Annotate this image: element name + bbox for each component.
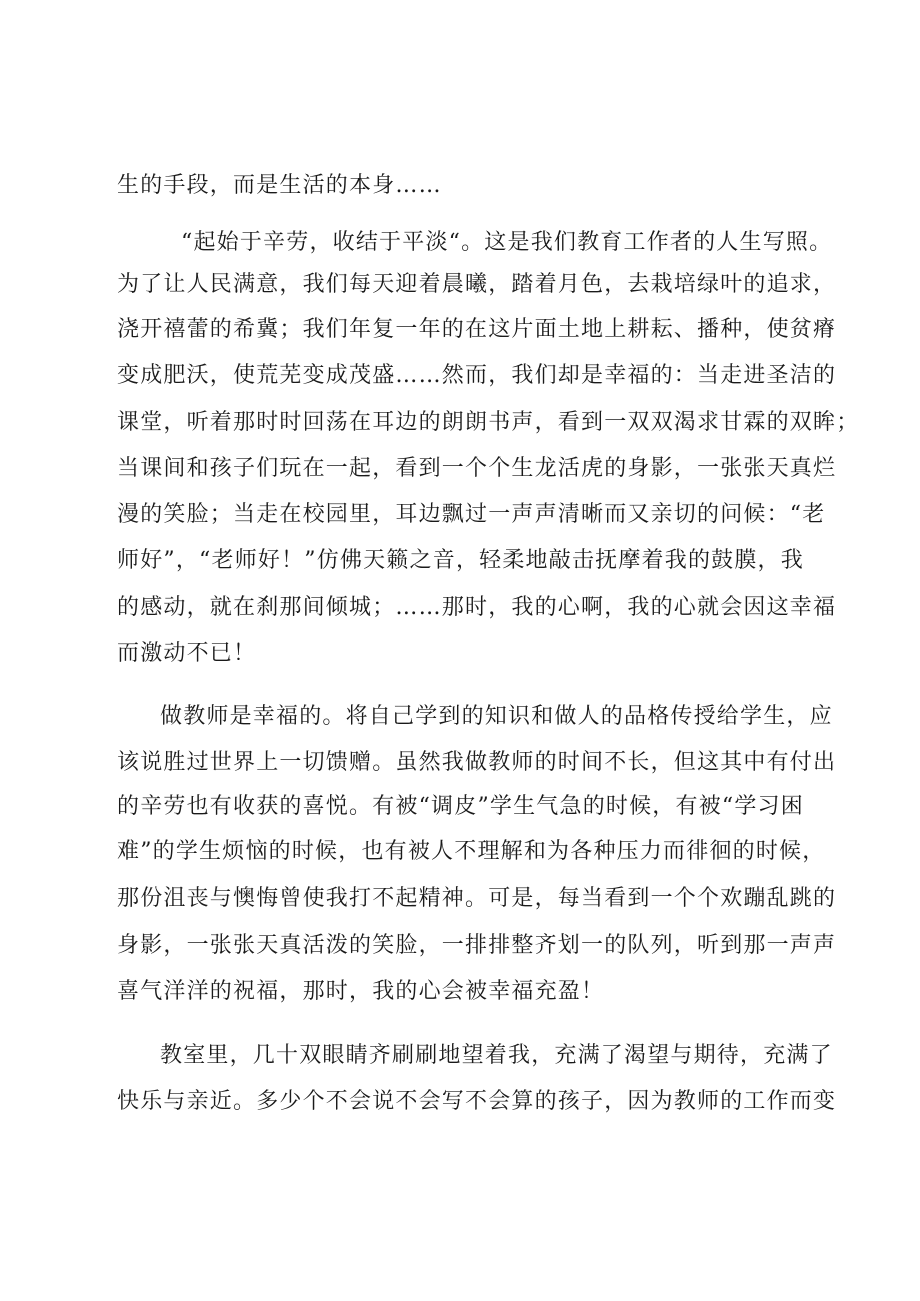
text-line: 难”的学生烦恼的时候，也有被人不理解和为各种压力而徘徊的时候， [117,839,826,864]
text-line: 喜气洋洋的祝福，那时，我的心会被幸福充盈！ [117,979,605,1004]
text-line: 师好”，“老师好！”仿佛天籁之音，轻柔地敲击抚摩着我的鼓膜，我 [117,548,804,573]
text-line: 漫的笑脸；当走在校园里，耳边飘过一声声清晰而又亲切的问候：“老 [117,502,826,527]
text-line: 做教师是幸福的。将自己学到的知识和做人的品格传授给学生，应 [160,704,833,729]
text-line: 该说胜过世界上一切馈赠。虽然我做教师的时间不长，但这其中有付出 [117,750,837,775]
text-line: 生的手段，而是生活的本身…… [117,173,442,198]
text-line: “起始于辛劳，收结于平淡“。这是我们教育工作者的人生写照。 [181,230,833,255]
text-line: 的感动，就在刹那间倾城；……那时，我的心啊，我的心就会因这幸福 [117,595,837,620]
text-line: 的辛劳也有收获的喜悦。有被“调皮”学生气急的时候，有被“学习困 [117,794,804,819]
text-line: 为了让人民满意，我们每天迎着晨曦，踏着月色，去栽培绿叶的追求， [117,272,837,297]
text-line: 教室里，几十双眼睛齐刷刷地望着我，充满了渴望与期待，充满了 [160,1043,833,1068]
text-line: 变成肥沃，使荒芜变成茂盛……然而，我们却是幸福的：当走进圣洁的 [117,363,837,388]
text-line: 身影，一张张天真活泼的笑脸，一排排整齐划一的队列，听到那一声声 [117,933,837,958]
text-line: 快乐与亲近。多少个不会说不会写不会算的孩子，因为教师的工作而变 [117,1089,837,1114]
text-line: 而激动不已！ [117,641,257,666]
text-line: 那份沮丧与懊悔曾使我打不起精神。可是，每当看到一个个欢蹦乱跳的 [117,886,837,911]
text-line: 浇开禧蕾的希冀；我们年复一年的在这片面土地上耕耘、播种，使贫瘠 [117,317,837,342]
text-line: 当课间和孩子们玩在一起，看到一个个生龙活虎的身影，一张张天真烂 [117,456,837,481]
text-line: 课堂，听着那时时回荡在耳边的朗朗书声，看到一双双渴求甘霖的双眸； [117,410,860,435]
